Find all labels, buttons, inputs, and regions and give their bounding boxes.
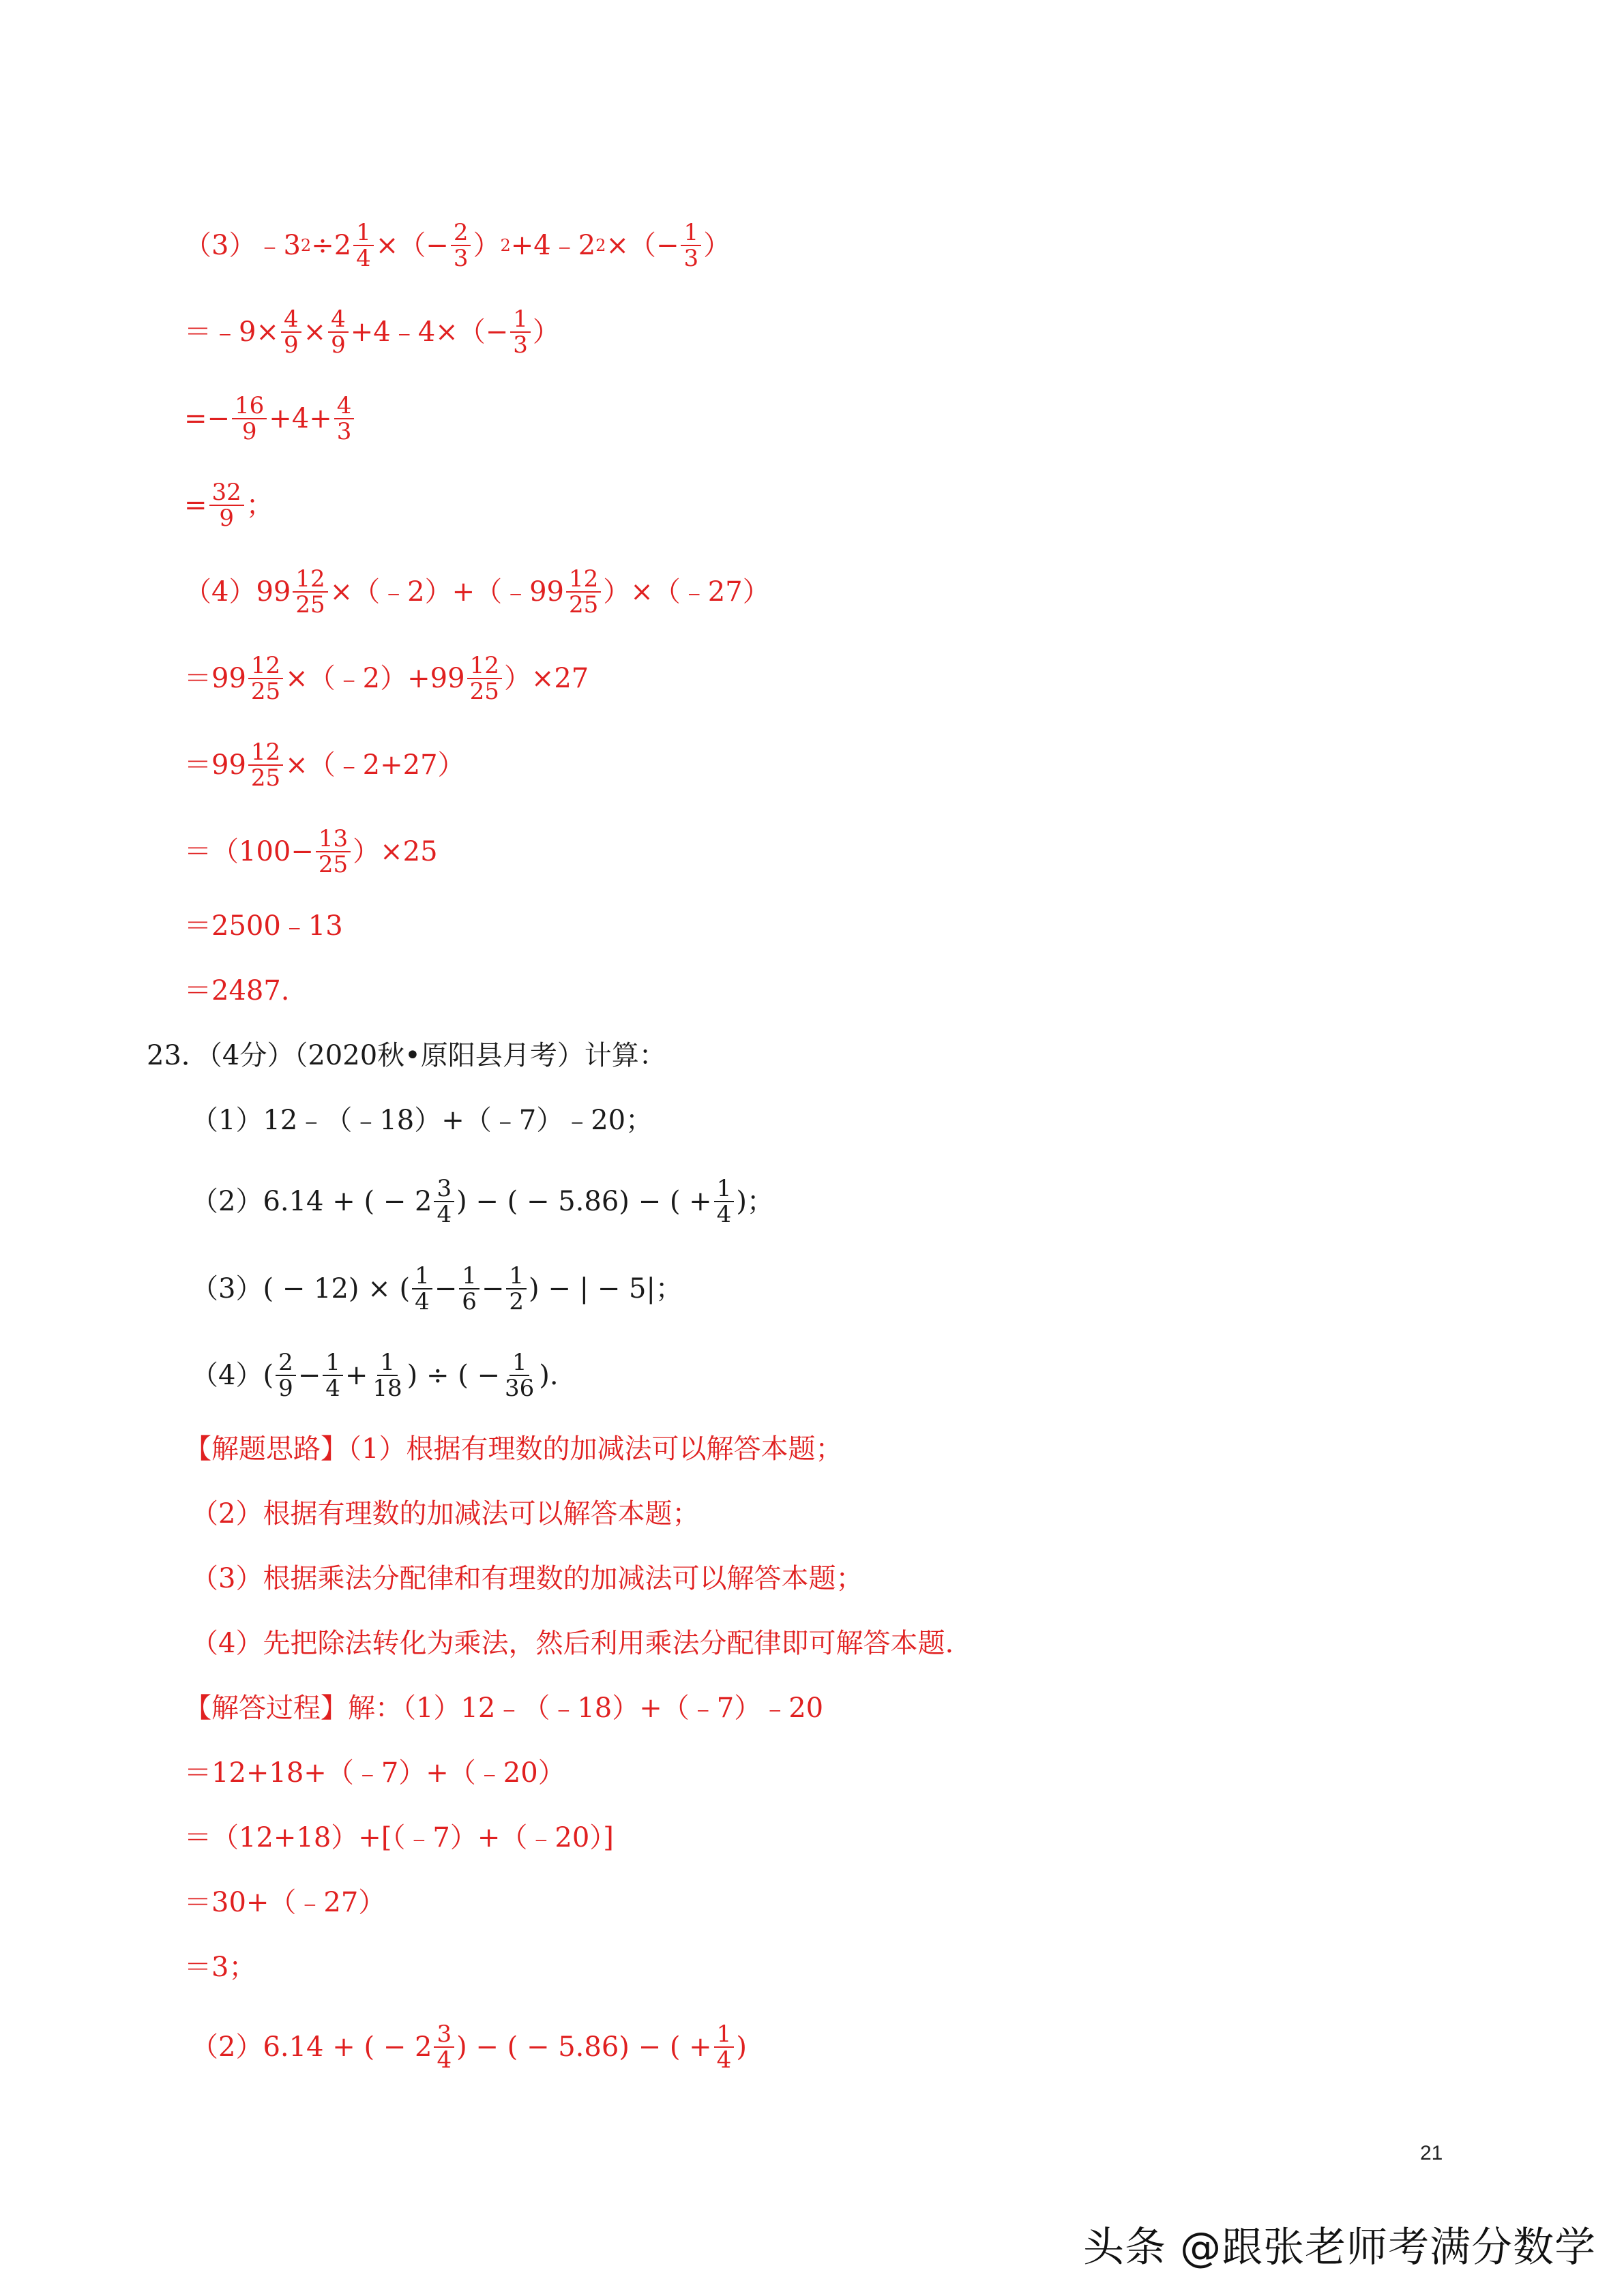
numerator: 3 bbox=[434, 2022, 454, 2048]
q23-part3 bbox=[191, 1264, 683, 1314]
fraction bbox=[681, 220, 701, 271]
text: ﹣3 bbox=[256, 230, 301, 261]
watermark: 头条 @跟张老师考满分数学 bbox=[1083, 2224, 1597, 2271]
text: ） bbox=[473, 230, 501, 261]
q22-p4-step4: ＝2500﹣13 bbox=[184, 910, 343, 942]
fraction bbox=[451, 220, 471, 271]
numerator: 1 bbox=[353, 220, 374, 246]
page-number: 21 bbox=[1420, 2142, 1443, 2164]
analysis-line-3: （3）根据乘法分配律和有理数的加减法可以解答本题； bbox=[191, 1563, 863, 1594]
fraction bbox=[281, 307, 301, 357]
numerator: 1 bbox=[510, 307, 531, 333]
text: （2）6.14 + ( − 2 bbox=[191, 1186, 432, 1217]
fraction bbox=[293, 567, 327, 617]
text: ； bbox=[246, 490, 274, 521]
text: − bbox=[481, 1273, 505, 1304]
fraction bbox=[328, 307, 349, 357]
analysis-line-4: （4）先把除法转化为乘法，然后利用乘法分配律即可解答本题. bbox=[191, 1628, 954, 1659]
fraction bbox=[248, 653, 283, 704]
text: （4）99 bbox=[184, 576, 291, 608]
fraction bbox=[232, 393, 267, 444]
q22-p3-expression bbox=[184, 220, 730, 271]
text: ) − ( − 5.86) − ( + bbox=[456, 1186, 712, 1217]
exponent: 2 bbox=[300, 236, 312, 255]
solution-line-4: ＝30+（﹣27） bbox=[184, 1887, 386, 1918]
numerator: 1 bbox=[714, 1176, 735, 1202]
denominator: 4 bbox=[325, 1375, 340, 1402]
text: ) − ( − 5.86) − ( + bbox=[456, 2031, 712, 2063]
numerator: 1 bbox=[412, 1264, 432, 1289]
text: +4﹣2 bbox=[510, 230, 596, 261]
numerator: 1 bbox=[323, 1350, 343, 1376]
q22-p4-step3 bbox=[184, 826, 438, 877]
numerator: 1 bbox=[377, 1350, 398, 1376]
text: ) bbox=[736, 2031, 747, 2063]
fraction bbox=[467, 653, 502, 704]
text: − bbox=[434, 1273, 458, 1304]
fraction bbox=[209, 480, 244, 531]
denominator: 3 bbox=[336, 418, 352, 445]
text: （2）6.14 + ( − 2 bbox=[191, 2031, 432, 2063]
q23-part4 bbox=[191, 1350, 559, 1401]
text: +4﹣4×（− bbox=[350, 316, 509, 348]
exponent: 2 bbox=[500, 236, 511, 255]
numerator: 12 bbox=[566, 567, 601, 593]
q22-p3-step3 bbox=[184, 480, 274, 531]
denominator: 6 bbox=[462, 1288, 477, 1315]
text: ＝99 bbox=[184, 663, 246, 694]
fraction bbox=[510, 307, 531, 357]
denominator: 25 bbox=[295, 591, 325, 618]
denominator: 2 bbox=[509, 1288, 525, 1315]
text: ) ÷ ( − bbox=[407, 1360, 501, 1391]
q23-part1: （1）12﹣（﹣18）+（﹣7）﹣20； bbox=[191, 1105, 653, 1136]
numerator: 16 bbox=[232, 393, 267, 419]
denominator: 4 bbox=[437, 2046, 452, 2074]
denominator: 25 bbox=[469, 678, 499, 705]
denominator: 18 bbox=[372, 1375, 402, 1402]
text: ） bbox=[703, 230, 731, 261]
text: （3）( − 12) × ( bbox=[191, 1273, 411, 1304]
numerator: 12 bbox=[293, 567, 327, 593]
fraction bbox=[459, 1264, 479, 1314]
exponent: 2 bbox=[595, 236, 606, 255]
fraction bbox=[316, 826, 351, 877]
denominator: 25 bbox=[318, 851, 349, 878]
q22-p4-step2 bbox=[184, 740, 465, 790]
denominator: 3 bbox=[513, 331, 528, 359]
numerator: 1 bbox=[681, 220, 701, 246]
numerator: 3 bbox=[434, 1176, 454, 1202]
text: ×（﹣2）+（﹣99 bbox=[329, 576, 565, 608]
denominator: 3 bbox=[453, 245, 469, 272]
fraction bbox=[323, 1350, 343, 1401]
text: ). bbox=[539, 1360, 559, 1391]
q22-p4-expression bbox=[184, 567, 770, 617]
solution-line-5: ＝3； bbox=[184, 1952, 256, 1983]
analysis-line-1: 【解题思路】（1）根据有理数的加减法可以解答本题； bbox=[184, 1433, 843, 1465]
fraction bbox=[434, 1176, 454, 1227]
numerator: 32 bbox=[209, 480, 244, 506]
text: （4）( bbox=[191, 1360, 274, 1391]
numerator: 4 bbox=[328, 307, 349, 333]
denominator: 36 bbox=[505, 1375, 535, 1402]
text: ) − | − 5|； bbox=[529, 1273, 683, 1304]
numerator: 1 bbox=[510, 1350, 530, 1376]
fraction bbox=[714, 1176, 735, 1227]
denominator: 25 bbox=[250, 764, 281, 792]
denominator: 3 bbox=[683, 245, 699, 272]
text: × bbox=[303, 316, 327, 348]
numerator: 4 bbox=[334, 393, 355, 419]
denominator: 4 bbox=[356, 245, 371, 272]
analysis-line-2: （2）根据有理数的加减法可以解答本题； bbox=[191, 1498, 700, 1530]
text: ×（− bbox=[375, 230, 449, 261]
fraction bbox=[502, 1350, 537, 1401]
numerator: 2 bbox=[276, 1350, 296, 1376]
denominator: 4 bbox=[716, 2046, 732, 2074]
q23-header: 23．（4分）（2020秋•原阳县月考）计算： bbox=[147, 1040, 666, 1071]
q22-p3-step2 bbox=[184, 393, 356, 444]
q22-p3-step1 bbox=[184, 307, 560, 357]
numerator: 4 bbox=[281, 307, 301, 333]
label: （3） bbox=[184, 230, 256, 261]
fraction bbox=[714, 2022, 735, 2072]
numerator: 1 bbox=[714, 2022, 735, 2048]
text: + bbox=[344, 1360, 368, 1391]
text: ×（﹣2+27） bbox=[285, 749, 465, 781]
denominator: 9 bbox=[219, 505, 234, 532]
text: ）×27 bbox=[503, 663, 589, 694]
fraction bbox=[276, 1350, 296, 1401]
solution-part2-expression bbox=[191, 2022, 747, 2072]
denominator: 25 bbox=[250, 678, 281, 705]
text: ＝99 bbox=[184, 749, 246, 781]
fraction bbox=[353, 220, 374, 271]
text: − bbox=[297, 1360, 321, 1391]
fraction bbox=[248, 740, 283, 790]
numerator: 1 bbox=[459, 1264, 479, 1289]
solution-line-1: 【解答过程】解：（1）12﹣（﹣18）+（﹣7）﹣20 bbox=[184, 1693, 824, 1724]
numerator: 12 bbox=[248, 653, 283, 679]
text: ×（− bbox=[606, 230, 679, 261]
solution-line-2: ＝12+18+（﹣7）+（﹣20） bbox=[184, 1757, 565, 1789]
text: +4+ bbox=[269, 403, 332, 434]
fraction bbox=[334, 393, 355, 444]
text: )； bbox=[736, 1186, 774, 1217]
q22-p4-step1 bbox=[184, 653, 589, 704]
denominator: 4 bbox=[716, 1201, 732, 1228]
numerator: 1 bbox=[506, 1264, 527, 1289]
numerator: 12 bbox=[248, 740, 283, 766]
text: =− bbox=[184, 403, 231, 434]
text: ×（﹣2）+99 bbox=[285, 663, 465, 694]
denominator: 4 bbox=[437, 1201, 452, 1228]
text: = bbox=[184, 490, 207, 521]
solution-line-3: ＝（12+18）+[（﹣7）+（﹣20）] bbox=[184, 1822, 614, 1853]
q23-part2 bbox=[191, 1176, 774, 1227]
numerator: 13 bbox=[316, 826, 351, 852]
fraction bbox=[506, 1264, 527, 1314]
denominator: 4 bbox=[415, 1288, 430, 1315]
text: ＝（100− bbox=[184, 836, 314, 867]
denominator: 25 bbox=[569, 591, 599, 618]
fraction bbox=[370, 1350, 404, 1401]
numerator: 2 bbox=[451, 220, 471, 246]
fraction bbox=[412, 1264, 432, 1314]
text: ＝﹣9× bbox=[184, 316, 279, 348]
q22-p4-step5: ＝2487. bbox=[184, 975, 290, 1007]
text: ÷2 bbox=[311, 230, 352, 261]
fraction bbox=[434, 2022, 454, 2072]
denominator: 9 bbox=[331, 331, 346, 359]
denominator: 9 bbox=[278, 1375, 293, 1402]
text: ）×25 bbox=[353, 836, 438, 867]
numerator: 12 bbox=[467, 653, 502, 679]
fraction bbox=[566, 567, 601, 617]
text: ）×（﹣27） bbox=[603, 576, 770, 608]
denominator: 9 bbox=[241, 418, 257, 445]
text: ） bbox=[532, 316, 560, 348]
denominator: 9 bbox=[283, 331, 299, 359]
